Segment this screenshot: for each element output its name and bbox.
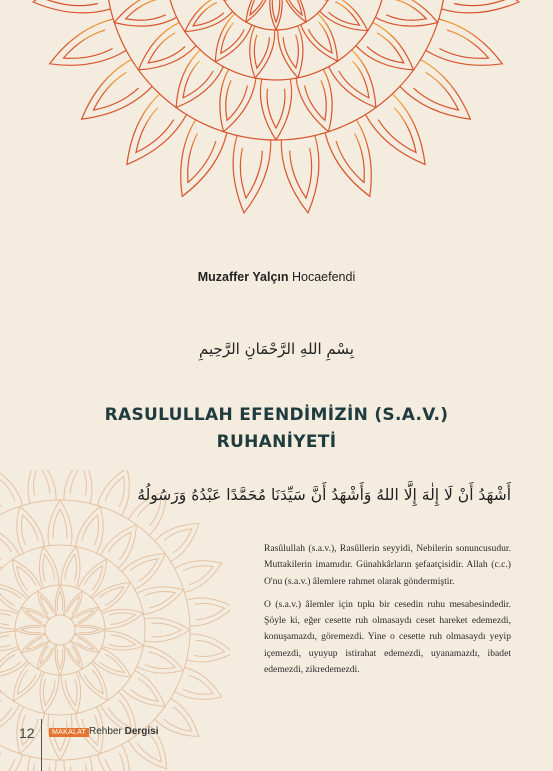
footer-divider bbox=[41, 719, 42, 771]
shahada: أَشْهَدُ أَنْ لَا إِلٰهَ إِلَّا اللهُ وَأَشْهَدُ أَنَّ سَيِّدَنَا مُحَمَّدًا عَبْدُهُ وَرَسُولُهُ bbox=[137, 486, 511, 504]
author-name: Muzaffer Yalçın bbox=[197, 270, 289, 284]
article-title bbox=[0, 402, 553, 456]
basmala: بِسْمِ اللهِ الرَّحْمَانِ الرَّحِيمِ bbox=[199, 340, 354, 358]
brand-part-2: Dergisi bbox=[124, 726, 159, 737]
author-suffix: Hocaefendi bbox=[292, 270, 356, 284]
section-tag: MAKALAT bbox=[49, 728, 89, 737]
paragraph: O (s.a.v.) âlemler için tıpkı bir cesedin ruhu mesabesindedir. Şöyle ki, eğer cesette ruh olmasaydı ceset hareket edemezdi, konuşamazdı, göremezdi. Yine o cesette ruh olmasaydı yeyip içemezdi, uyuyup istirahat edemezdi, uyanamazdı, ibadet edemezdi, zikredemezdi. bbox=[264, 598, 511, 676]
title-line-2: RUHANİYETİ bbox=[216, 432, 337, 452]
paragraph: Rasûlullah (s.a.v.), Rasûllerin seyyidi, Nebilerin sonuncusudur. Muttakilerin imamıdır. Günahkârların şefaatçisidir. Allah (c.c.) O'nu (s.a.v.) âlemlere rahmet olarak göndermiştir. bbox=[264, 543, 511, 587]
title-line-1: RASULULLAH EFENDİMİZİN (S.A.V.) bbox=[104, 405, 449, 425]
mandala-ornament-top bbox=[0, 0, 553, 260]
magazine-brand bbox=[89, 726, 159, 737]
author-line bbox=[0, 270, 553, 284]
article-body bbox=[264, 541, 511, 685]
page-number: 12 bbox=[19, 725, 35, 741]
brand-part-1: Rehber bbox=[89, 726, 122, 737]
